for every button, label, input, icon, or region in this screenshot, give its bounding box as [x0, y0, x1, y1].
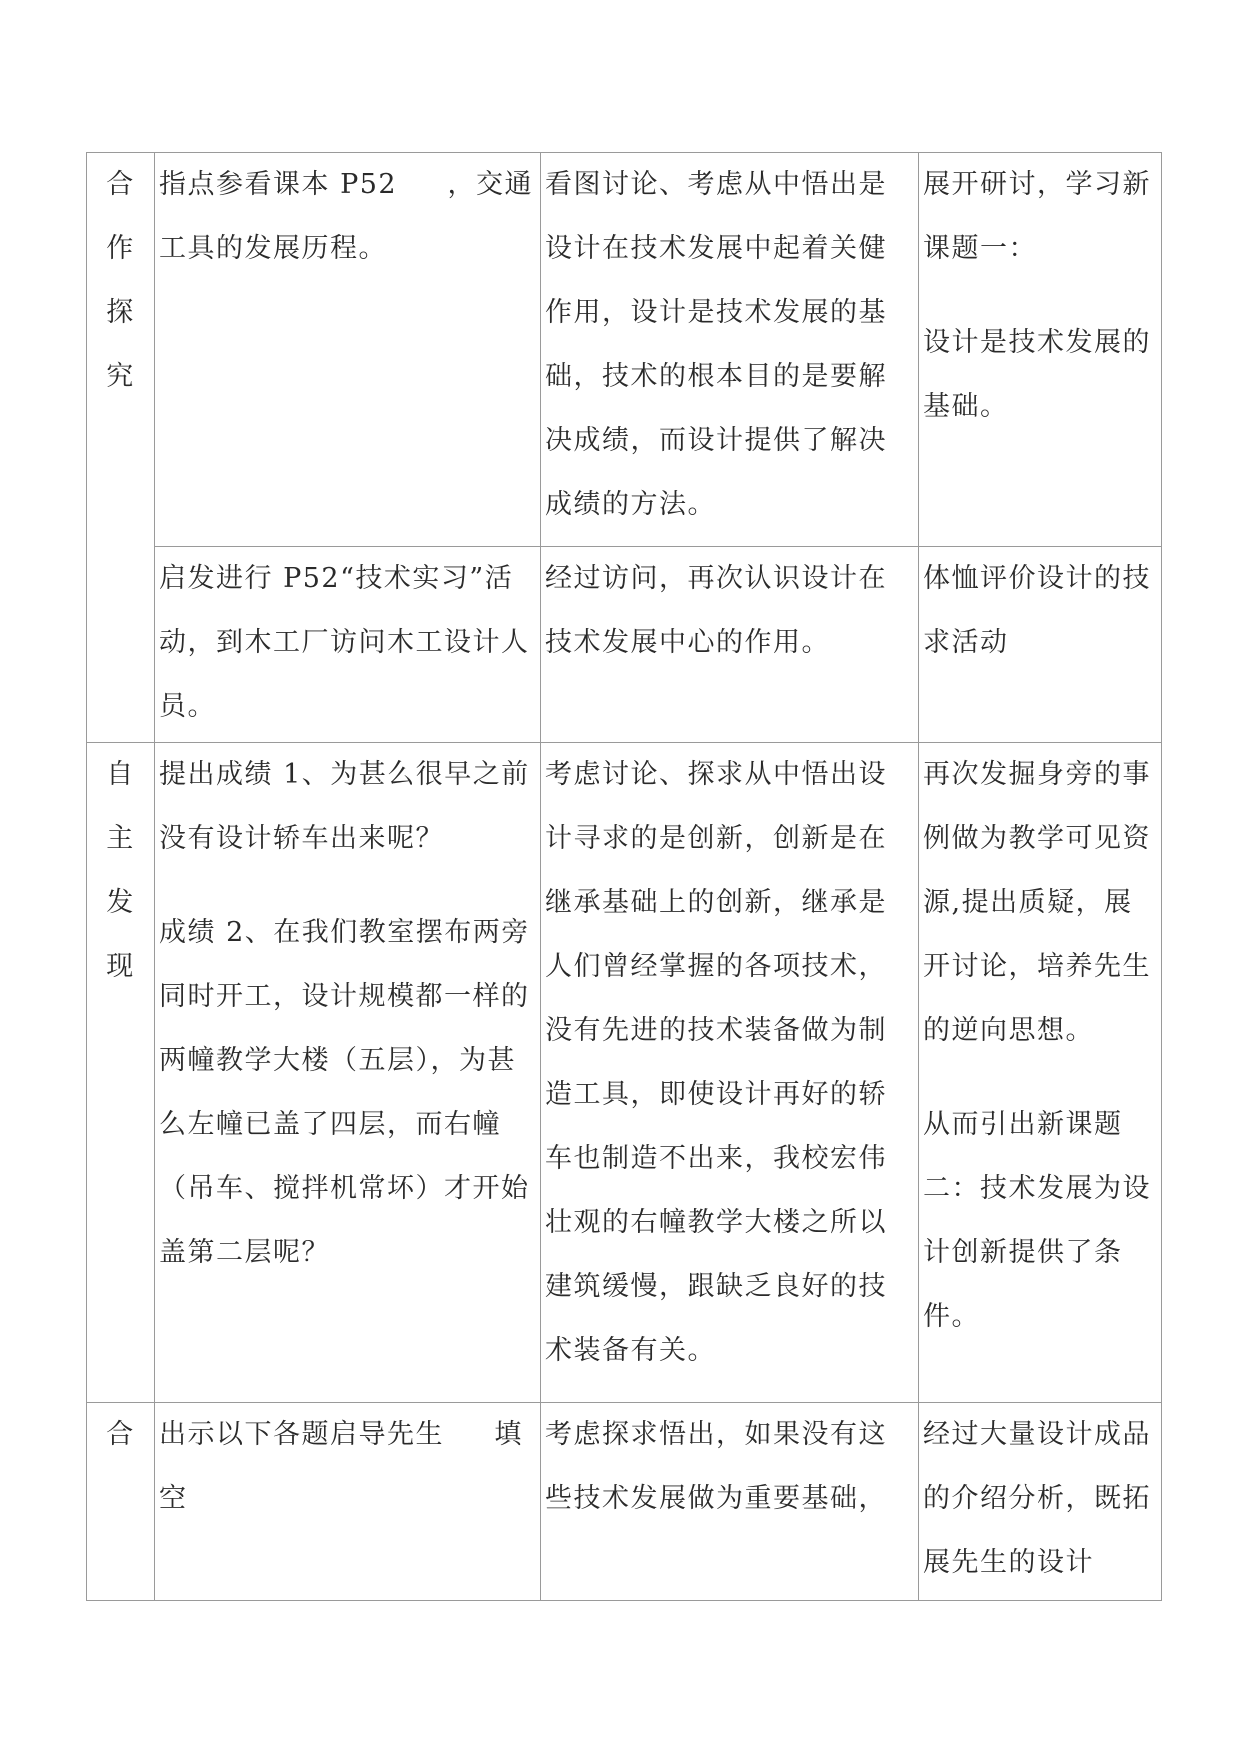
student-activity-cell: 经过访问，再次认识设计在技术发展中心的作用。 — [541, 547, 919, 743]
table-row — [87, 547, 1162, 743]
student-activity-cell: 考虑讨论、探求从中悟出设计寻求的是创新，创新是在继承基础上的创新，继承是人们曾经掌握的各项技术，没有先进的技术装备做为制造工具，即使设计再好的轿车也制造不出来，我校宏伟壮观的右幢教学大楼之所以建筑缓慢，跟缺乏良好的技术装备有关。 — [541, 743, 919, 1403]
design-intent-cell: 展开研讨，学习新课题一： 设计是技术发展的基础。 — [919, 153, 1162, 547]
design-intent-cell: 体恤评价设计的技求活动 — [919, 547, 1162, 743]
section-label-self-discovery: 自 主 发 现 — [87, 743, 155, 1403]
section-label-cooperation: 合 — [87, 1403, 155, 1601]
student-activity-cell: 考虑探求悟出，如果没有这些技术发展做为重要基础， — [541, 1403, 919, 1601]
design-intent-cell: 经过大量设计成品的介绍分析，既拓展先生的设计 — [919, 1403, 1162, 1601]
table-row — [87, 1403, 1162, 1601]
teacher-activity-cell: 启发进行 P52“技术实习”活动，到木工厂访问木工设计人员。 — [155, 547, 541, 743]
teacher-activity-cell: 提出成绩 1、为甚么很早之前没有设计轿车出来呢？ 成绩 2、在我们教室摆布两旁同时开工，设计规模都一样的两幢教学大楼（五层），为甚么左幢已盖了四层，而右幢（吊车、搅拌机常坏）才开始盖第二层呢？ — [155, 743, 541, 1403]
table-row — [87, 153, 1162, 547]
teacher-activity-cell: 指点参看课本 P52 ，交通工具的发展历程。 — [155, 153, 541, 547]
design-intent-cell: 再次发掘身旁的事例做为教学可见资源,提出质疑，展开讨论，培养先生的逆向思想。 从而引出新课题二：技术发展为设计创新提供了条件。 — [919, 743, 1162, 1403]
teacher-activity-cell: 出示以下各题启导先生 填空 — [155, 1403, 541, 1601]
student-activity-cell: 看图讨论、考虑从中悟出是设计在技术发展中起着关健作用，设计是技术发展的基础，技术的根本目的是要解决成绩，而设计提供了解决成绩的方法。 — [541, 153, 919, 547]
table-row — [87, 743, 1162, 1403]
section-label-cooperative-inquiry: 合 作 探 究 — [87, 153, 155, 743]
lesson-plan-table — [86, 152, 1162, 1601]
